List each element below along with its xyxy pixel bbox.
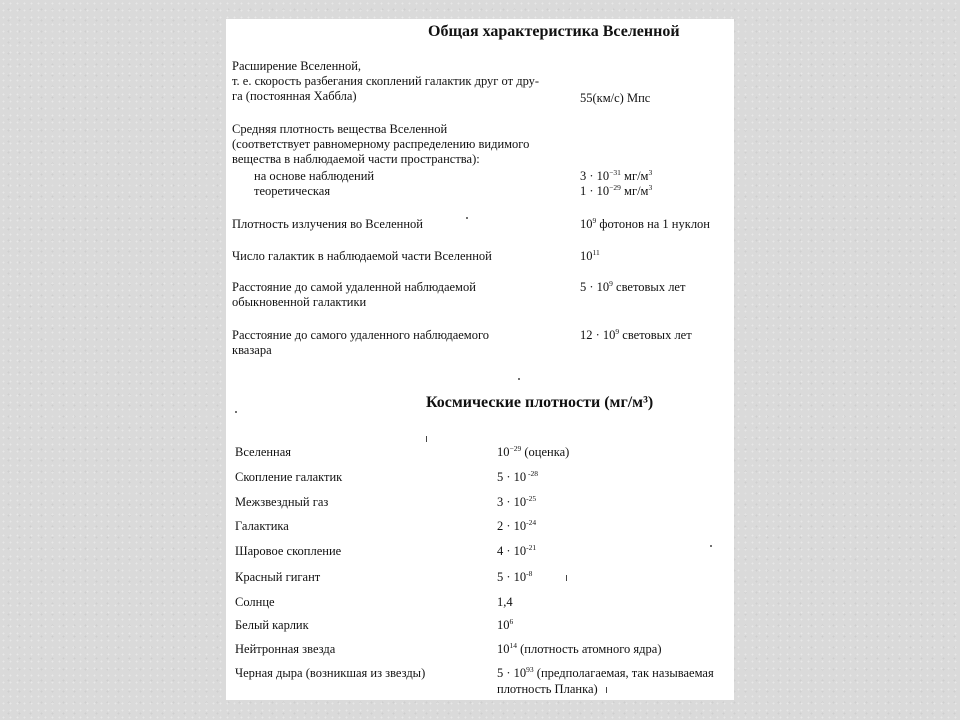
scan-mark (566, 575, 567, 581)
row-theoretical-label: теоретическая (254, 184, 331, 198)
density-row-label: Нейтронная звезда (235, 642, 336, 656)
scan-speck (518, 378, 520, 380)
density-row-label: Черная дыра (возникшая из звезды) (235, 666, 426, 680)
row-radiation-value: $10^9$ фотонов на 1 нуклон (580, 215, 711, 231)
row-theoretical-value: $1 \cdot 10^{-29}$ $мг/м^3$ (580, 182, 653, 198)
row-galaxies-label: Число галактик в наблюдаемой части Вселенной (232, 249, 492, 263)
density-row-label: Вселенная (235, 445, 292, 459)
row-quasar-value: $12 \cdot 10^9$ световых лет (580, 326, 692, 342)
density-row-label: Галактика (235, 519, 289, 533)
density-row-value: $3 \cdot 10^{-25}$ (497, 493, 537, 509)
row-hubble-label: Расширение Вселенной, т. е. скорость разбегания скоплений галактик друг от дру- га (постоянная Хаббла) (232, 59, 540, 103)
density-row-value-continued: плотность Планка) (497, 682, 598, 696)
section2-title: Космические плотности (мг/м³) (426, 394, 654, 411)
density-row-value: $5 \cdot 10^{-8}$ (497, 568, 533, 584)
density-row-label: Шаровое скопление (235, 544, 342, 558)
scan-mark (426, 436, 427, 442)
row-farthest-galaxy-value: $5 \cdot 10^9$ световых лет (580, 278, 686, 294)
density-row-label: Красный гигант (235, 570, 321, 584)
density-row-value: $2 \cdot 10^{-24}$ (497, 517, 537, 533)
density-row-label: Белый карлик (235, 618, 309, 632)
row-galaxies-value: $10^{11}$ (580, 247, 600, 263)
row-radiation-label: Плотность излучения во Вселенной (232, 217, 423, 231)
scan-speck (235, 411, 237, 413)
density-row-label: Солнце (235, 595, 275, 609)
row-farthest-galaxy-label: Расстояние до самой удаленной наблюдаемой обыкновенной галактики (232, 280, 476, 309)
density-row-value: $5 \cdot 10^{93}$ (предполагаемая, так называемая (497, 664, 714, 680)
scan-speck (710, 545, 712, 547)
density-row-label: Скопление галактик (235, 470, 343, 484)
density-row-value: $10^{-29}$ (оценка) (497, 443, 570, 459)
density-row-value: $10^{14}$ (плотность атомного ядра) (497, 640, 662, 656)
density-row-label: Межзвездный газ (235, 495, 329, 509)
document-page (226, 19, 734, 700)
scan-speck (466, 217, 468, 219)
scan-mark (606, 687, 607, 693)
density-row-value: 1,4 (497, 595, 513, 609)
row-density-label: Средняя плотность вещества Вселенной (соответствует равномерному распределению видимого вещества в наблюдаемой части пространства): (232, 122, 530, 166)
density-row-value: $4 \cdot 10^{-21}$ (497, 542, 537, 558)
density-row-value: $10^6$ (497, 616, 514, 632)
row-observed-label: на основе наблюдений (254, 169, 375, 183)
density-row-value: 5 · 10 $^{-28}$ (497, 468, 539, 484)
row-quasar-label: Расстояние до самого удаленного наблюдаемого квазара (232, 328, 490, 357)
row-hubble-value: 55(км/с) Мпс (580, 91, 651, 105)
section1-title: Общая характеристика Вселенной (428, 23, 680, 40)
row-observed-value: $3 \cdot 10^{-31}$ $мг/м^3$ (580, 167, 653, 183)
